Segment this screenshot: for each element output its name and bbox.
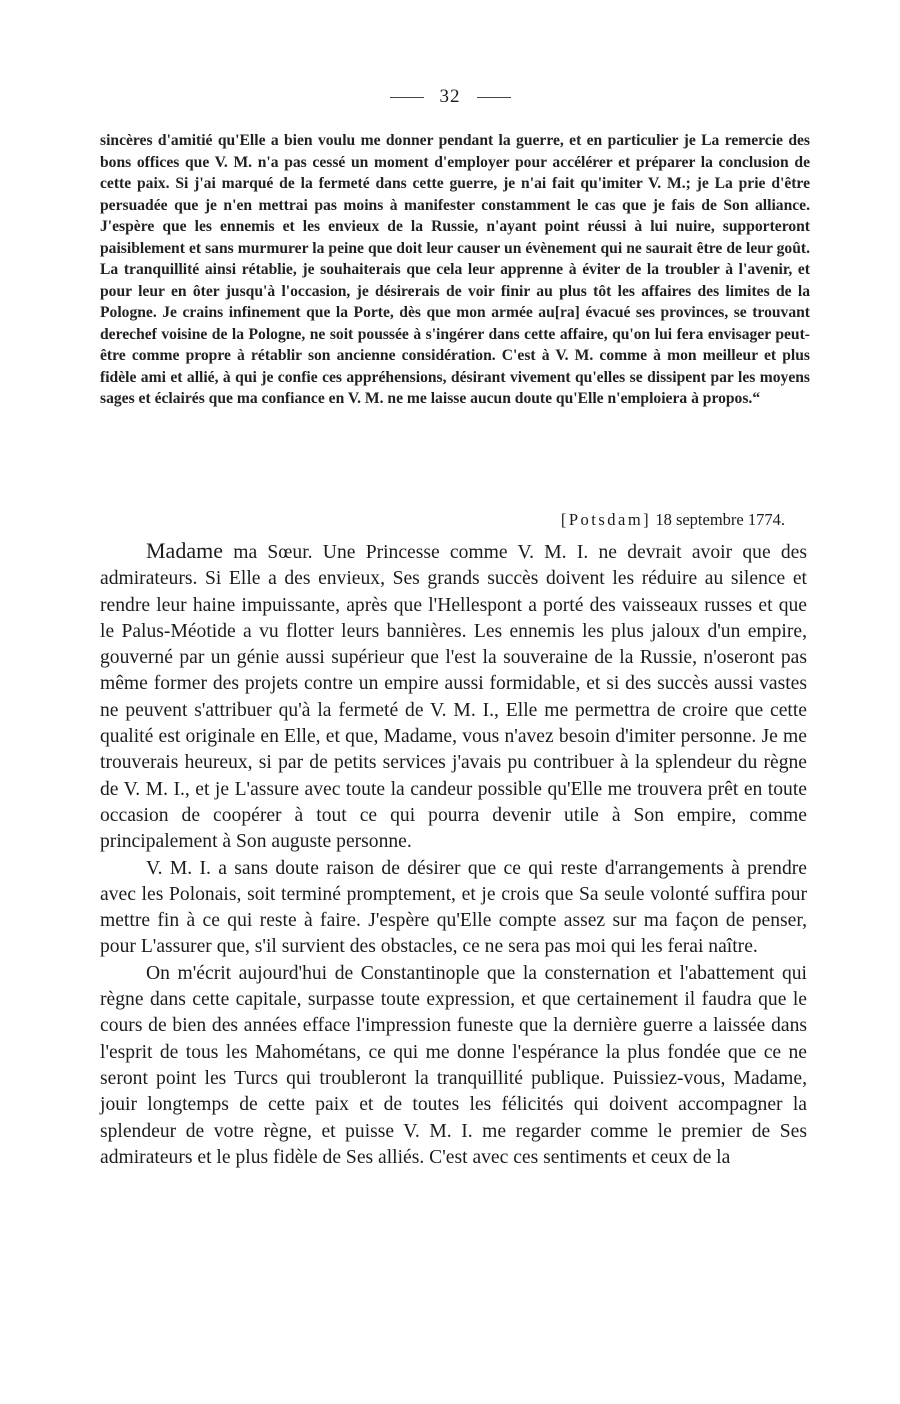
letter-paragraph-2: V. M. I. a sans doute raison de désirer que ce qui reste d'arrangements à prendre avec les Polonais, soit terminé promptement, et je crois que Sa seule volonté suffira pour mettre fin à ce qui reste à faire. J'espère qu'Elle compte assez sur ma façon de penser, pour L'assurer que, s'il survient des obstacles, ce ne sera pas moi qui les ferai naître.: [100, 857, 807, 958]
dateline-date: 18 septembre 1774.: [655, 510, 785, 529]
page-header: [0, 86, 900, 108]
quote-paragraph: sincères d'amitié qu'Elle a bien voulu me donner pendant la guerre, et en particulier je La remercie des bons offices que V. M. n'a pas cessé un moment d'employer pour accélérer et préparer la conclusion de cette paix. Si j'ai marqué de la fermeté dans cette guerre, je n'ai fait qu'imiter V. M.; je La prie d'être persuadée que je n'en mettrai pas moins à manifester constamment le cas que je fais de Son alliance. J'espère que les ennemis et les envieux de la Russie, n'ayant point réussi à lui nuire, supporteront paisiblement et sans murmurer la peine que doit leur causer un évènement qui ne saurait être de leur goût. La tranquillité ainsi rétablie, je souhaiterais que cela leur apprenne à éviter de la troubler à l'avenir, et pour leur en ôter jusqu'à l'occasion, je désirerais de voir finir au plus tôt les affaires des limites de la Pologne. Je crains infinement que la Porte, dès que mon armée au[ra] évacué ses provinces, se trouvant derechef voisine de la Pologne, ne soit poussée à s'ingérer dans cette affaire, qu'on lui fera envisager peut-être comme propre à rétablir son ancienne considération. C'est à V. M. comme à mon meilleur et plus fidèle ami et allié, à qui je confie ces appréhensions, désirant vivement qu'elles se dissipent par les moyens sages et éclairés que ma confiance en V. M. ne me laisse aucun doute qu'Elle n'emploiera à propos.“: [100, 132, 810, 407]
dateline: [100, 510, 785, 530]
letter-body: [100, 538, 807, 1171]
dateline-place: [Potsdam]: [560, 510, 652, 529]
page-number: 32: [439, 86, 461, 107]
header-rule-right: [477, 97, 511, 98]
header-rule-left: [390, 97, 424, 98]
letter-paragraph-1: [100, 538, 807, 856]
quoted-letter-excerpt: [100, 130, 810, 410]
salutation-first-word: Madame: [146, 538, 223, 563]
letter-paragraph-1-text: ma Sœur. Une Princesse comme V. M. I. ne devrait avoir que des admirateurs. Si Elle a des envieux, Ses grands succès doivent les réduire au silence et rendre leur haine impuissante, après que l'Hellespont a porté des vaisseaux russes et que le Palus-Méotide a vu flotter leurs bannières. Les ennemis les plus jaloux d'un empire, gouverné par un génie aussi supérieur que l'est la souveraine de la Russie, n'oseront pas même former des projets contre un empire aussi formidable, et si des succès aussi vastes ne peuvent s'attribuer qu'à la fermeté de V. M. I., Elle me permettra de croire que cette qualité est originale en Elle, et que, Madame, vous n'avez besoin d'imiter personne. Je me trouverais heureux, si par de petits services j'avais pu contribuer à la splendeur du règne de V. M. I., et je L'assure avec toute la candeur possible qu'Elle me trouvera prêt en toute occasion de coopérer à tout ce qui pourra devenir utile à Son empire, comme principalement à Son auguste personne.: [100, 542, 807, 853]
letter-paragraph-3: On m'écrit aujourd'hui de Constantinople que la consternation et l'abattement qui règne dans cette capitale, surpasse toute expression, et que certainement il faudra que le cours de bien des années efface l'impression funeste que la dernière guerre a laissée dans l'esprit de tous les Mahométans, ce qui me donne l'espérance la plus fondée que ce ne seront point les Turcs qui troubleront la tranquillité publique. Puissiez-vous, Madame, jouir longtemps de cette paix et de toutes les félicités qui doivent accompagner la splendeur de votre règne, et puisse V. M. I. me regarder comme le premier de Ses admirateurs et le plus fidèle de Ses alliés. C'est avec ces sentiments et ceux de la: [100, 962, 807, 1168]
